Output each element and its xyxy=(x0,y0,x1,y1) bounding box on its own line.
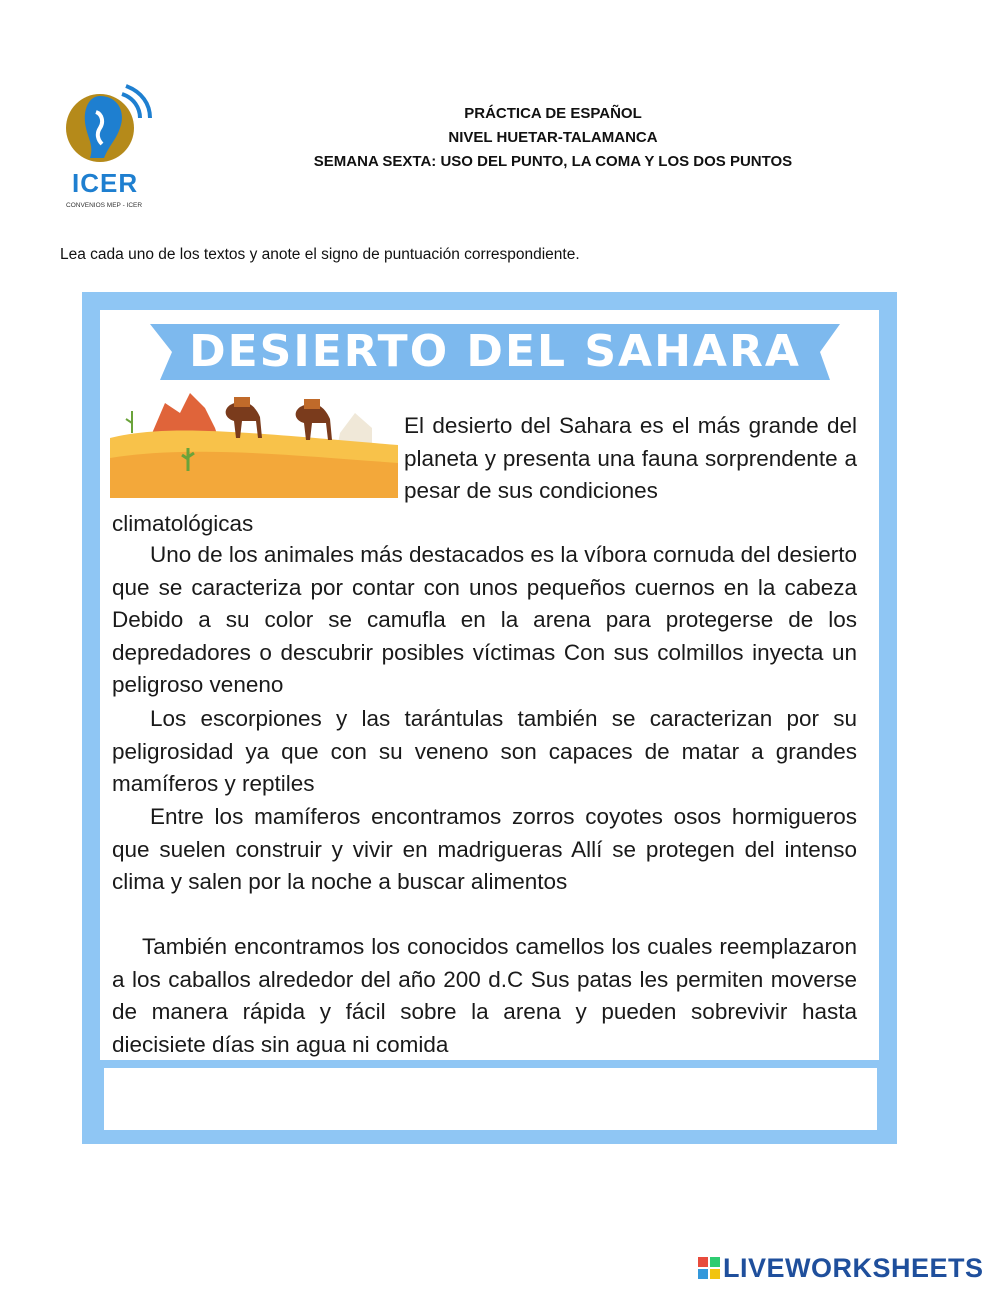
reading-paragraph: Uno de los animales más destacados es la víbora cornuda del desierto que se caracteriza por contar con unos pequeños cuernos en la cabeza Debido a su color se camufla en la arena para protegerse de los depredadores o descubrir posibles víctimas Con sus colmillos inyecta un peligroso veneno xyxy=(112,542,857,698)
reading-paragraph: Entre los mamíferos encontramos zorros coyotes osos hormigueros que suelen construir y vivir en madrigueras Allí se protegen del intenso clima y salen por la noche a buscar alimentos xyxy=(112,804,857,895)
desert-camels-illustration xyxy=(110,383,398,498)
liveworksheets-brand xyxy=(698,1253,984,1284)
instruction-text: Lea cada uno de los textos y anote el signo de puntuación correspondiente. xyxy=(60,246,580,263)
header-line-2: NIVEL HUETAR-TALAMANCA xyxy=(448,129,658,146)
logo-subtitle: CONVENIOS MEP - ICER xyxy=(66,202,143,209)
reading-paragraph: Los escorpiones y las tarántulas también se caracterizan por su peligrosidad ya que con su veneno son capaces de matar a grandes mamíferos y reptiles xyxy=(112,706,857,797)
logo-name: ICER xyxy=(72,168,139,198)
reading-paragraph: También encontramos los conocidos camellos los cuales reemplazaron a los caballos alrededor del año 200 d.C Sus patas les permiten moverse de manera rápida y fácil sobre la arena y pueden sobrevivir hasta diecisiete días sin agua ni comida xyxy=(112,934,857,1057)
page-header xyxy=(240,102,866,174)
reading-panel-bottom xyxy=(104,1068,877,1130)
liveworksheets-icon xyxy=(698,1257,720,1279)
icer-logo-icon xyxy=(60,82,156,172)
brand-name: LIVEWORKSHEETS xyxy=(723,1253,984,1283)
header-line-3: SEMANA SEXTA: USO DEL PUNTO, LA COMA Y LOS DOS PUNTOS xyxy=(313,153,793,170)
header-line-1: PRÁCTICA DE ESPAÑOL xyxy=(464,105,642,122)
reading-intro-end: climatológicas xyxy=(112,511,254,536)
icer-logo xyxy=(60,82,156,214)
reading-intro: El desierto del Sahara es el más grande del planeta y presenta una fauna sorprendente a pesar de sus condiciones xyxy=(404,413,857,504)
reading-title: DESIERTO DEL SAHARA xyxy=(189,326,801,377)
